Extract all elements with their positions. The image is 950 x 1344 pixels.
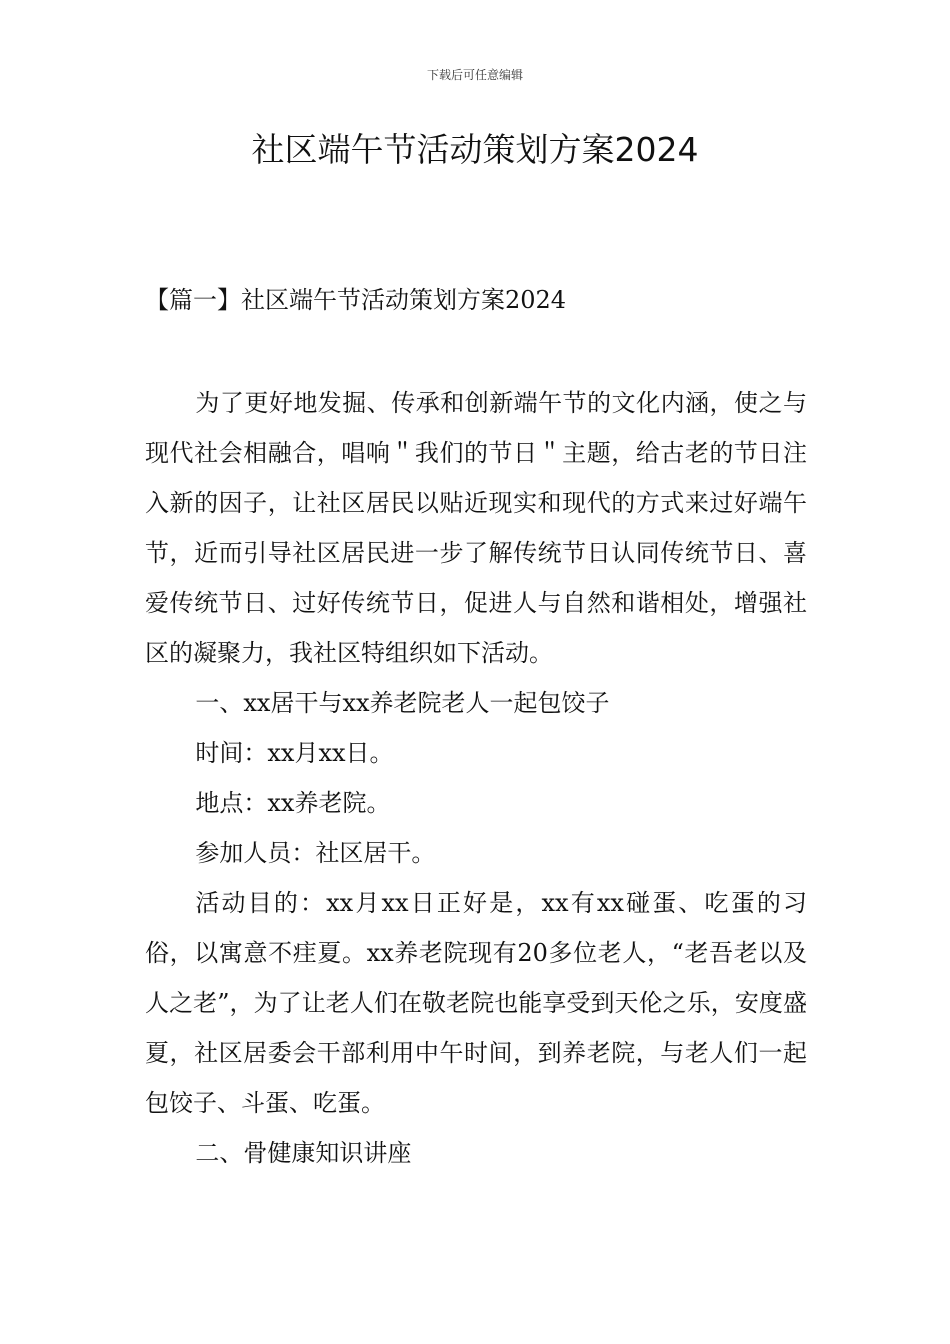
paragraph-time: 时间：xx月xx日。 <box>195 739 394 767</box>
paragraph-intro: 为了更好地发掘、传承和创新端午节的文化内涵，使之与现代社会相融合，唱响＂我们的节日＂主题，给古老的节日注入新的因子，让社区居民以贴近现实和现代的方式来过好端午节，近而引导社区居民进一步了解传统节日认同传统节日、喜爱传统节日、过好传统节日，促进人与自然和谐相处，增强社区的凝聚力，我社区特组织如下活动。 <box>145 389 807 667</box>
paragraph-location: 地点：xx养老院。 <box>195 789 391 817</box>
document-body <box>145 378 807 1178</box>
paragraph-participants: 参加人员：社区居干。 <box>195 839 436 867</box>
document-title: 社区端午节活动策划方案2024 <box>251 130 699 169</box>
paragraph-activity-one: 一、xx居干与xx养老院老人一起包饺子 <box>195 689 610 717</box>
paragraph-purpose: 活动目的：xx月xx日正好是，xx有xx碰蛋、吃蛋的习俗，以寓意不疰夏。xx养老院现有20多位老人，“老吾老以及人之老”，为了让老人们在敬老院也能享受到天伦之乐，安度盛夏，社区居委会干部利用中午时间，到养老院，与老人们一起包饺子、斗蛋、吃蛋。 <box>145 889 807 1117</box>
paragraph-activity-two: 二、骨健康知识讲座 <box>195 1139 412 1167</box>
header-note: 下载后可任意编辑 <box>426 68 523 82</box>
section-heading: 【篇一】社区端午节活动策划方案2024 <box>145 286 567 314</box>
